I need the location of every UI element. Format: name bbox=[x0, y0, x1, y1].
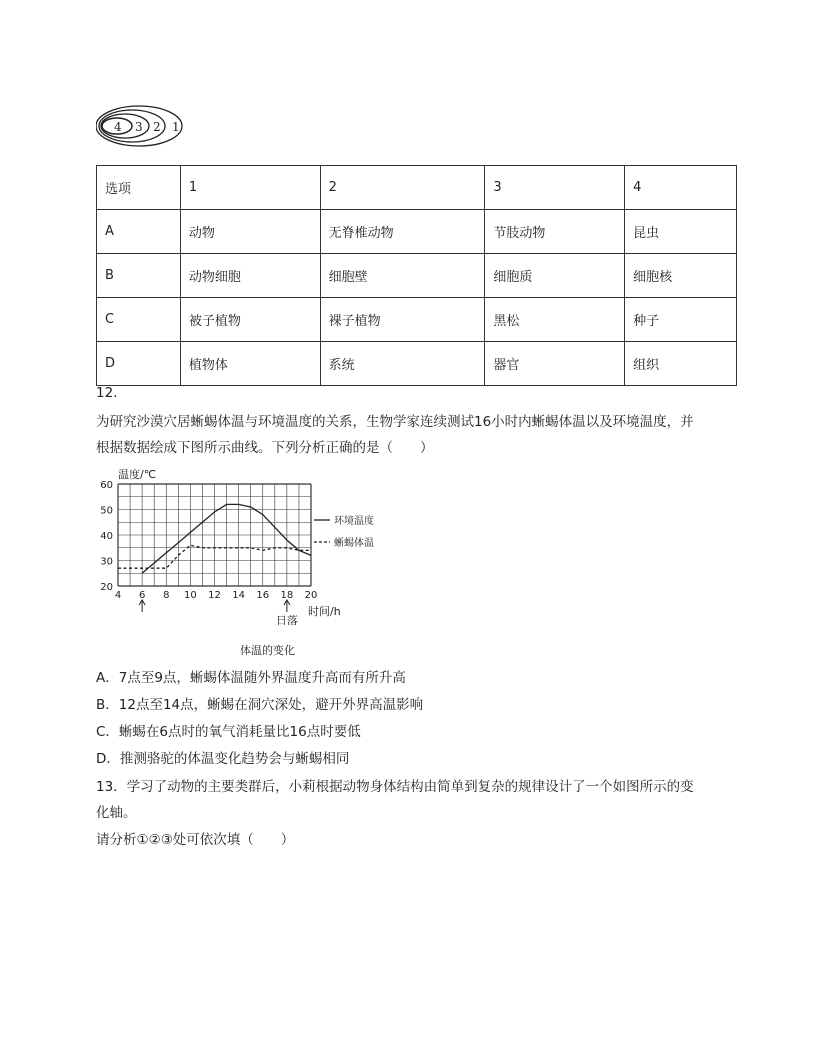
circle-label-2: 2 bbox=[153, 120, 161, 134]
question-12-stem-line2: 根据数据绘成下图所示曲线。下列分析正确的是（ ） bbox=[96, 440, 434, 456]
table-cell: 昆虫 bbox=[625, 210, 737, 254]
table-cell: 无脊椎动物 bbox=[320, 210, 485, 254]
option-b: B．12点至14点，蜥蜴在洞穴深处，避开外界高温影响 bbox=[96, 697, 424, 713]
table-cell: 4 bbox=[625, 166, 737, 210]
annotation-label: 日落 bbox=[275, 614, 298, 627]
y-tick-label: 20 bbox=[100, 582, 113, 593]
legend-label: 蜥蜴体温 bbox=[334, 538, 374, 549]
x-axis-label: 时间/h bbox=[308, 605, 341, 618]
table-cell: 被子植物 bbox=[180, 298, 320, 342]
option-c: C．蜥蜴在6点时的氧气消耗量比16点时要低 bbox=[96, 724, 361, 740]
question-13-line3: 请分析①②③处可依次填（ ） bbox=[96, 832, 295, 848]
table-cell: 器官 bbox=[485, 342, 625, 386]
y-axis-label: 温度/℃ bbox=[118, 468, 157, 481]
x-tick-label: 12 bbox=[208, 590, 221, 601]
chart-legend bbox=[314, 514, 374, 549]
question-13-line2: 化轴。 bbox=[96, 805, 137, 821]
table-cell: 细胞质 bbox=[485, 254, 625, 298]
table-cell: 细胞核 bbox=[625, 254, 737, 298]
question-12-number: 12. bbox=[96, 385, 118, 401]
options-table bbox=[96, 165, 737, 386]
x-tick-label: 8 bbox=[163, 590, 170, 601]
x-tick-label: 16 bbox=[256, 590, 270, 601]
chart-title: 体温的变化 bbox=[240, 644, 295, 657]
table-cell: B bbox=[97, 254, 181, 298]
table-cell: A bbox=[97, 210, 181, 254]
x-tick-label: 14 bbox=[232, 590, 245, 601]
table-cell: 1 bbox=[180, 166, 320, 210]
table-cell: 选项 bbox=[97, 166, 181, 210]
table-row bbox=[97, 254, 737, 298]
table-cell: D bbox=[97, 342, 181, 386]
table-cell: 3 bbox=[485, 166, 625, 210]
question-13-line1: 13．学习了动物的主要类群后，小莉根据动物身体结构由简单到复杂的规律设计了一个如图所示的变 bbox=[96, 779, 694, 795]
option-d: D．推测骆驼的体温变化趋势会与蜥蜴相同 bbox=[96, 751, 350, 767]
table-cell: 种子 bbox=[625, 298, 737, 342]
chart-annotations bbox=[139, 600, 298, 627]
x-tick-label: 6 bbox=[138, 590, 146, 601]
y-tick-label: 60 bbox=[100, 480, 113, 491]
table-cell: 植物体 bbox=[180, 342, 320, 386]
circle-label-3: 3 bbox=[135, 120, 143, 134]
option-a: A．7点至9点，蜥蜴体温随外界温度升高而有所升高 bbox=[96, 670, 406, 686]
chart-tick-labels bbox=[100, 480, 317, 601]
table-cell: 细胞壁 bbox=[320, 254, 485, 298]
table-cell: 裸子植物 bbox=[320, 298, 485, 342]
table-cell: 动物 bbox=[180, 210, 320, 254]
temperature-chart bbox=[96, 462, 376, 660]
table-cell: C bbox=[97, 298, 181, 342]
x-tick-label: 4 bbox=[114, 590, 122, 601]
x-tick-label: 20 bbox=[304, 590, 318, 601]
x-tick-label: 18 bbox=[280, 590, 294, 601]
table-row bbox=[97, 210, 737, 254]
table-cell: 2 bbox=[320, 166, 485, 210]
question-12-stem-line1: 为研究沙漠穴居蜥蜴体温与环境温度的关系，生物学家连续测试16小时内蜥蜴体温以及环境温度，并 bbox=[96, 414, 694, 430]
y-tick-label: 50 bbox=[100, 505, 113, 517]
table-row bbox=[97, 298, 737, 342]
y-tick-label: 40 bbox=[100, 531, 113, 542]
legend-label: 环境温度 bbox=[334, 516, 374, 527]
x-tick-label: 10 bbox=[184, 590, 197, 601]
table-header-row bbox=[97, 166, 737, 210]
nested-circles-figure bbox=[96, 94, 196, 150]
table-cell: 黑松 bbox=[485, 298, 625, 342]
y-tick-label: 30 bbox=[100, 556, 113, 568]
table-cell: 节肢动物 bbox=[485, 210, 625, 254]
table-row bbox=[97, 342, 737, 386]
table-cell: 系统 bbox=[320, 342, 485, 386]
table-cell: 动物细胞 bbox=[180, 254, 320, 298]
circle-label-1: 1 bbox=[172, 120, 180, 134]
circle-label-4: 4 bbox=[114, 120, 122, 134]
table-cell: 组织 bbox=[625, 342, 737, 386]
